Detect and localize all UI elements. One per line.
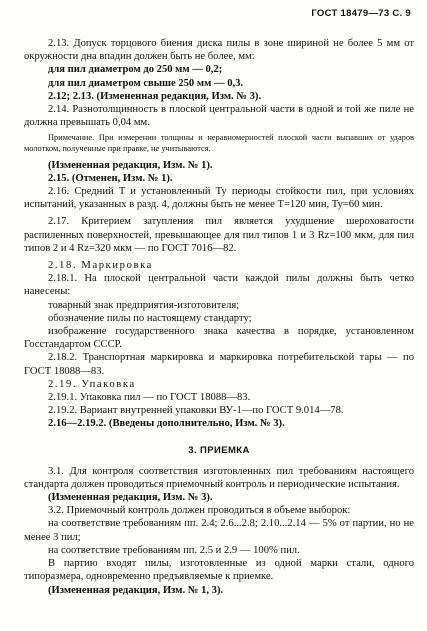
clause-3-2: 3.2. Приемочный контроль должен проводиться в объеме выборок: <box>48 505 351 517</box>
clause-2-16: 2.16. Средний T и установленный Ty периоды стойкости пил, при условиях испытаний, указанных в разд. 4, должны быть не менее T=120 мин, Ty=60 мин. <box>24 186 414 211</box>
amendment-note: (Измененная редакция, Изм. № 1). <box>48 159 213 171</box>
clause-2-13-item-2: для пил диаметром свыше 250 мм — 0,3. <box>48 77 244 89</box>
list-item: на соответствие требованиям пп. 2.4; 2.6...2.8; 2.10...2.14 — 5% от партии, но не менее 3 пил; <box>24 518 414 543</box>
remark-note: Примечание. При измерении толщины и неравномерностей плоской части выпавших от ударов молотком, полученные при правке, не учитываются. <box>24 133 414 154</box>
amendment-note: (Измененная редакция, Изм. № 1, 3). <box>48 584 224 596</box>
section-title: 3. ПРИЕМКА <box>188 444 250 456</box>
amendment-note: 2.16—2.19.2. (Введены дополнительно, Изм. № 3). <box>48 418 285 430</box>
clause-2-19-2: 2.19.2. Вариант внутренней упаковки ВУ-1—по ГОСТ 9.014—78. <box>48 405 344 417</box>
clause-3-2-batch: В партию входят пилы, изготовленные из одной марки стали, одного типоразмера, одновременно предъявляемые к приемке. <box>24 558 414 583</box>
amendment-note: 2.12; 2.13. (Измененная редакция, Изм. № 3). <box>48 90 262 102</box>
clause-3-1: 3.1. Для контроля соответствия изготовленных пил требованиям настоящего стандарта должен проводиться приемочный контроль и периодические испытания. <box>24 465 414 490</box>
clause-2-18-heading: 2.18. Маркировка <box>48 260 153 272</box>
clause-2-18-1: 2.18.1. На плоской центральной части каждой пилы должны быть четко нанесены: <box>24 273 414 298</box>
list-item: обозначение пилы по настоящему стандарту; <box>48 312 252 324</box>
clause-2-17: 2.17. Критерием затупления пил является ухудшение шероховатости распиленных поверхностей, превышающее для пил типов 1 и 3 Rz=100 мкм, для пил типов 2 и 4 Rz=320 мкм — по ГОСТ 7016—82. <box>24 216 414 254</box>
clause-2-18-2: 2.18.2. Транспортная маркировка и маркировка потребительской тары — по ГОСТ 18088—83. <box>24 352 414 377</box>
page-header: ГОСТ 18479—73 С. 9 <box>311 8 411 19</box>
list-item: на соответствие требованиям пп. 2.5 и 2.9 — 100% пил. <box>48 544 300 556</box>
clause-2-15: 2.15. (Отменен, Изм. № 1). <box>48 172 173 184</box>
clause-2-13: 2.13. Допуск торцового биения диска пилы в зоне шириной не более 5 мм от окружности дна впадин должен быть не более, мм: <box>24 38 414 63</box>
list-item: изображение государственного знака качества в порядке, установленном Госстандартом СССР. <box>24 326 414 351</box>
list-item: товарный знак предприятия-изготовителя; <box>48 299 240 311</box>
amendment-note: (Измененная редакция, Изм. № 3). <box>48 492 213 504</box>
clause-2-19-1: 2.19.1. Упаковка пил — по ГОСТ 18088—83. <box>48 392 251 404</box>
clause-2-19-heading: 2.19. Упаковка <box>48 378 136 390</box>
page-content <box>24 37 414 597</box>
clause-2-14: 2.14. Разнотолщинность в плоской центральной части в одной и той же пиле не должна превышать 0,04 мм. <box>24 104 414 129</box>
clause-2-13-item-1: для пил диаметром до 250 мм — 0,2; <box>48 64 223 76</box>
